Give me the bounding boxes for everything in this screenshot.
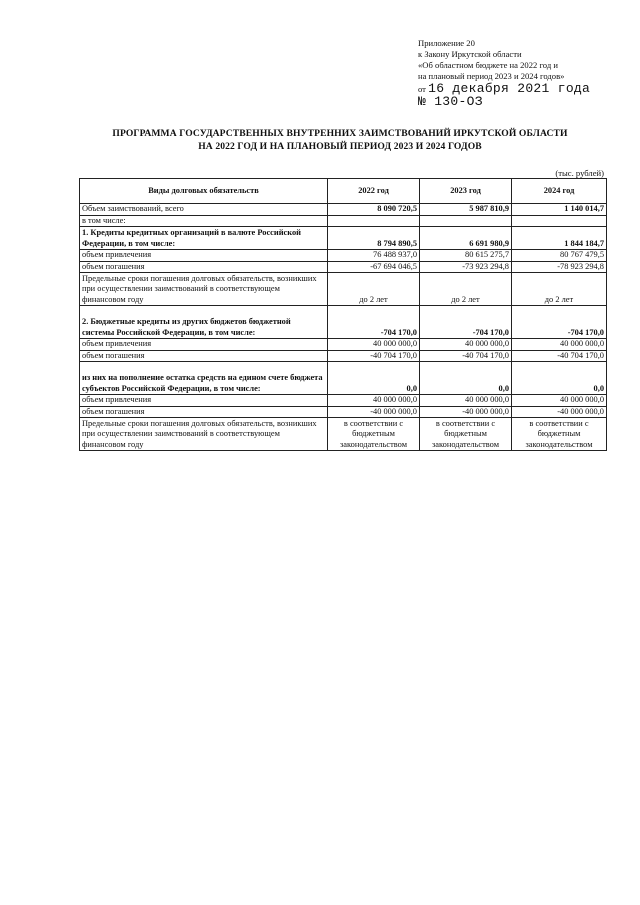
cell-2023 (420, 215, 512, 227)
table-row (80, 306, 607, 339)
cell-2022: в соответствии с бюджетным законодательством (328, 418, 420, 451)
row-label: Объем заимствований, всего (80, 204, 328, 216)
header-2022: 2022 год (328, 179, 420, 204)
table-row (80, 395, 607, 407)
cell-2023: 5 987 810,9 (420, 204, 512, 216)
annex-line-1: Приложение 20 (418, 38, 475, 48)
row-label: объем погашения (80, 261, 328, 273)
page-title (60, 127, 620, 153)
annex-line-3: «Об областном бюджете на 2022 год и (418, 60, 558, 70)
row-label: Предельные сроки погашения долговых обязательств, возникших при осуществлении заимствований в соответствующем финансовом году (80, 418, 328, 451)
cell-2024: 0,0 (512, 362, 607, 395)
row-label: объем погашения (80, 350, 328, 362)
row-label: из них на пополнение остатка средств на едином счете бюджета субъектов Российской Федерации, в том числе: (80, 362, 328, 395)
page-title-line-1: ПРОГРАММА ГОСУДАРСТВЕННЫХ ВНУТРЕННИХ ЗАИМСТВОВАНИЙ ИРКУТСКОЙ ОБЛАСТИ (112, 128, 568, 139)
table-header-row (80, 179, 607, 204)
cell-2022: -704 170,0 (328, 306, 420, 339)
annex-block (418, 38, 618, 108)
table-row (80, 215, 607, 227)
annex-date-value: 16 декабря 2021 года (428, 81, 591, 96)
cell-2024: -40 704 170,0 (512, 350, 607, 362)
table-row (80, 350, 607, 362)
row-label: объем привлечения (80, 339, 328, 351)
cell-2023: до 2 лет (420, 273, 512, 306)
cell-2024: 40 000 000,0 (512, 339, 607, 351)
annex-line-4: на плановый период 2023 и 2024 годов» (418, 71, 565, 81)
table-row (80, 339, 607, 351)
cell-2022: 40 000 000,0 (328, 339, 420, 351)
annex-line-2: к Закону Иркутской области (418, 49, 522, 59)
row-label: объем погашения (80, 406, 328, 418)
row-label: в том числе: (80, 215, 328, 227)
cell-2023: -73 923 294,8 (420, 261, 512, 273)
cell-2022: -67 694 046,5 (328, 261, 420, 273)
cell-2023: 80 615 275,7 (420, 250, 512, 262)
header-2024: 2024 год (512, 179, 607, 204)
cell-2023: -40 000 000,0 (420, 406, 512, 418)
cell-2022: 76 488 937,0 (328, 250, 420, 262)
cell-2022: 8 794 890,5 (328, 227, 420, 250)
borrowing-table (79, 178, 607, 451)
cell-2024: -78 923 294,8 (512, 261, 607, 273)
cell-2022: -40 000 000,0 (328, 406, 420, 418)
header-obligation-type: Виды долговых обязательств (80, 179, 328, 204)
row-label: 2. Бюджетные кредиты из других бюджетов бюджетной системы Российской Федерации, в том числе: (80, 306, 328, 339)
header-2023: 2023 год (420, 179, 512, 204)
cell-2024: 40 000 000,0 (512, 395, 607, 407)
cell-2022: 40 000 000,0 (328, 395, 420, 407)
units-label: (тыс. рублей) (555, 168, 604, 178)
annex-date-prefix: от (418, 84, 426, 94)
cell-2023: 6 691 980,9 (420, 227, 512, 250)
cell-2022 (328, 215, 420, 227)
row-label: объем привлечения (80, 250, 328, 262)
cell-2024: -704 170,0 (512, 306, 607, 339)
table-row (80, 362, 607, 395)
table-row (80, 204, 607, 216)
table-row (80, 250, 607, 262)
table-row (80, 261, 607, 273)
cell-2023: 0,0 (420, 362, 512, 395)
cell-2022: до 2 лет (328, 273, 420, 306)
table-row (80, 418, 607, 451)
cell-2024 (512, 215, 607, 227)
cell-2024: 1 140 014,7 (512, 204, 607, 216)
cell-2023: -704 170,0 (420, 306, 512, 339)
row-label: 1. Кредиты кредитных организаций в валюте Российской Федерации, в том числе: (80, 227, 328, 250)
page-title-line-2: НА 2022 ГОД И НА ПЛАНОВЫЙ ПЕРИОД 2023 И 2024 ГОДОВ (198, 141, 482, 152)
table-row (80, 273, 607, 306)
cell-2022: 8 090 720,5 (328, 204, 420, 216)
row-label: Предельные сроки погашения долговых обязательств, возникших при осуществлении заимствований в соответствующем финансовом году (80, 273, 328, 306)
annex-number: № 130-ОЗ (418, 94, 483, 109)
cell-2024: в соответствии с бюджетным законодательством (512, 418, 607, 451)
cell-2022: 0,0 (328, 362, 420, 395)
table-row (80, 227, 607, 250)
cell-2023: -40 704 170,0 (420, 350, 512, 362)
cell-2023: 40 000 000,0 (420, 339, 512, 351)
cell-2024: до 2 лет (512, 273, 607, 306)
cell-2024: 1 844 184,7 (512, 227, 607, 250)
table-row (80, 406, 607, 418)
row-label: объем привлечения (80, 395, 328, 407)
cell-2022: -40 704 170,0 (328, 350, 420, 362)
cell-2024: 80 767 479,5 (512, 250, 607, 262)
cell-2023: 40 000 000,0 (420, 395, 512, 407)
cell-2023: в соответствии с бюджетным законодательством (420, 418, 512, 451)
cell-2024: -40 000 000,0 (512, 406, 607, 418)
